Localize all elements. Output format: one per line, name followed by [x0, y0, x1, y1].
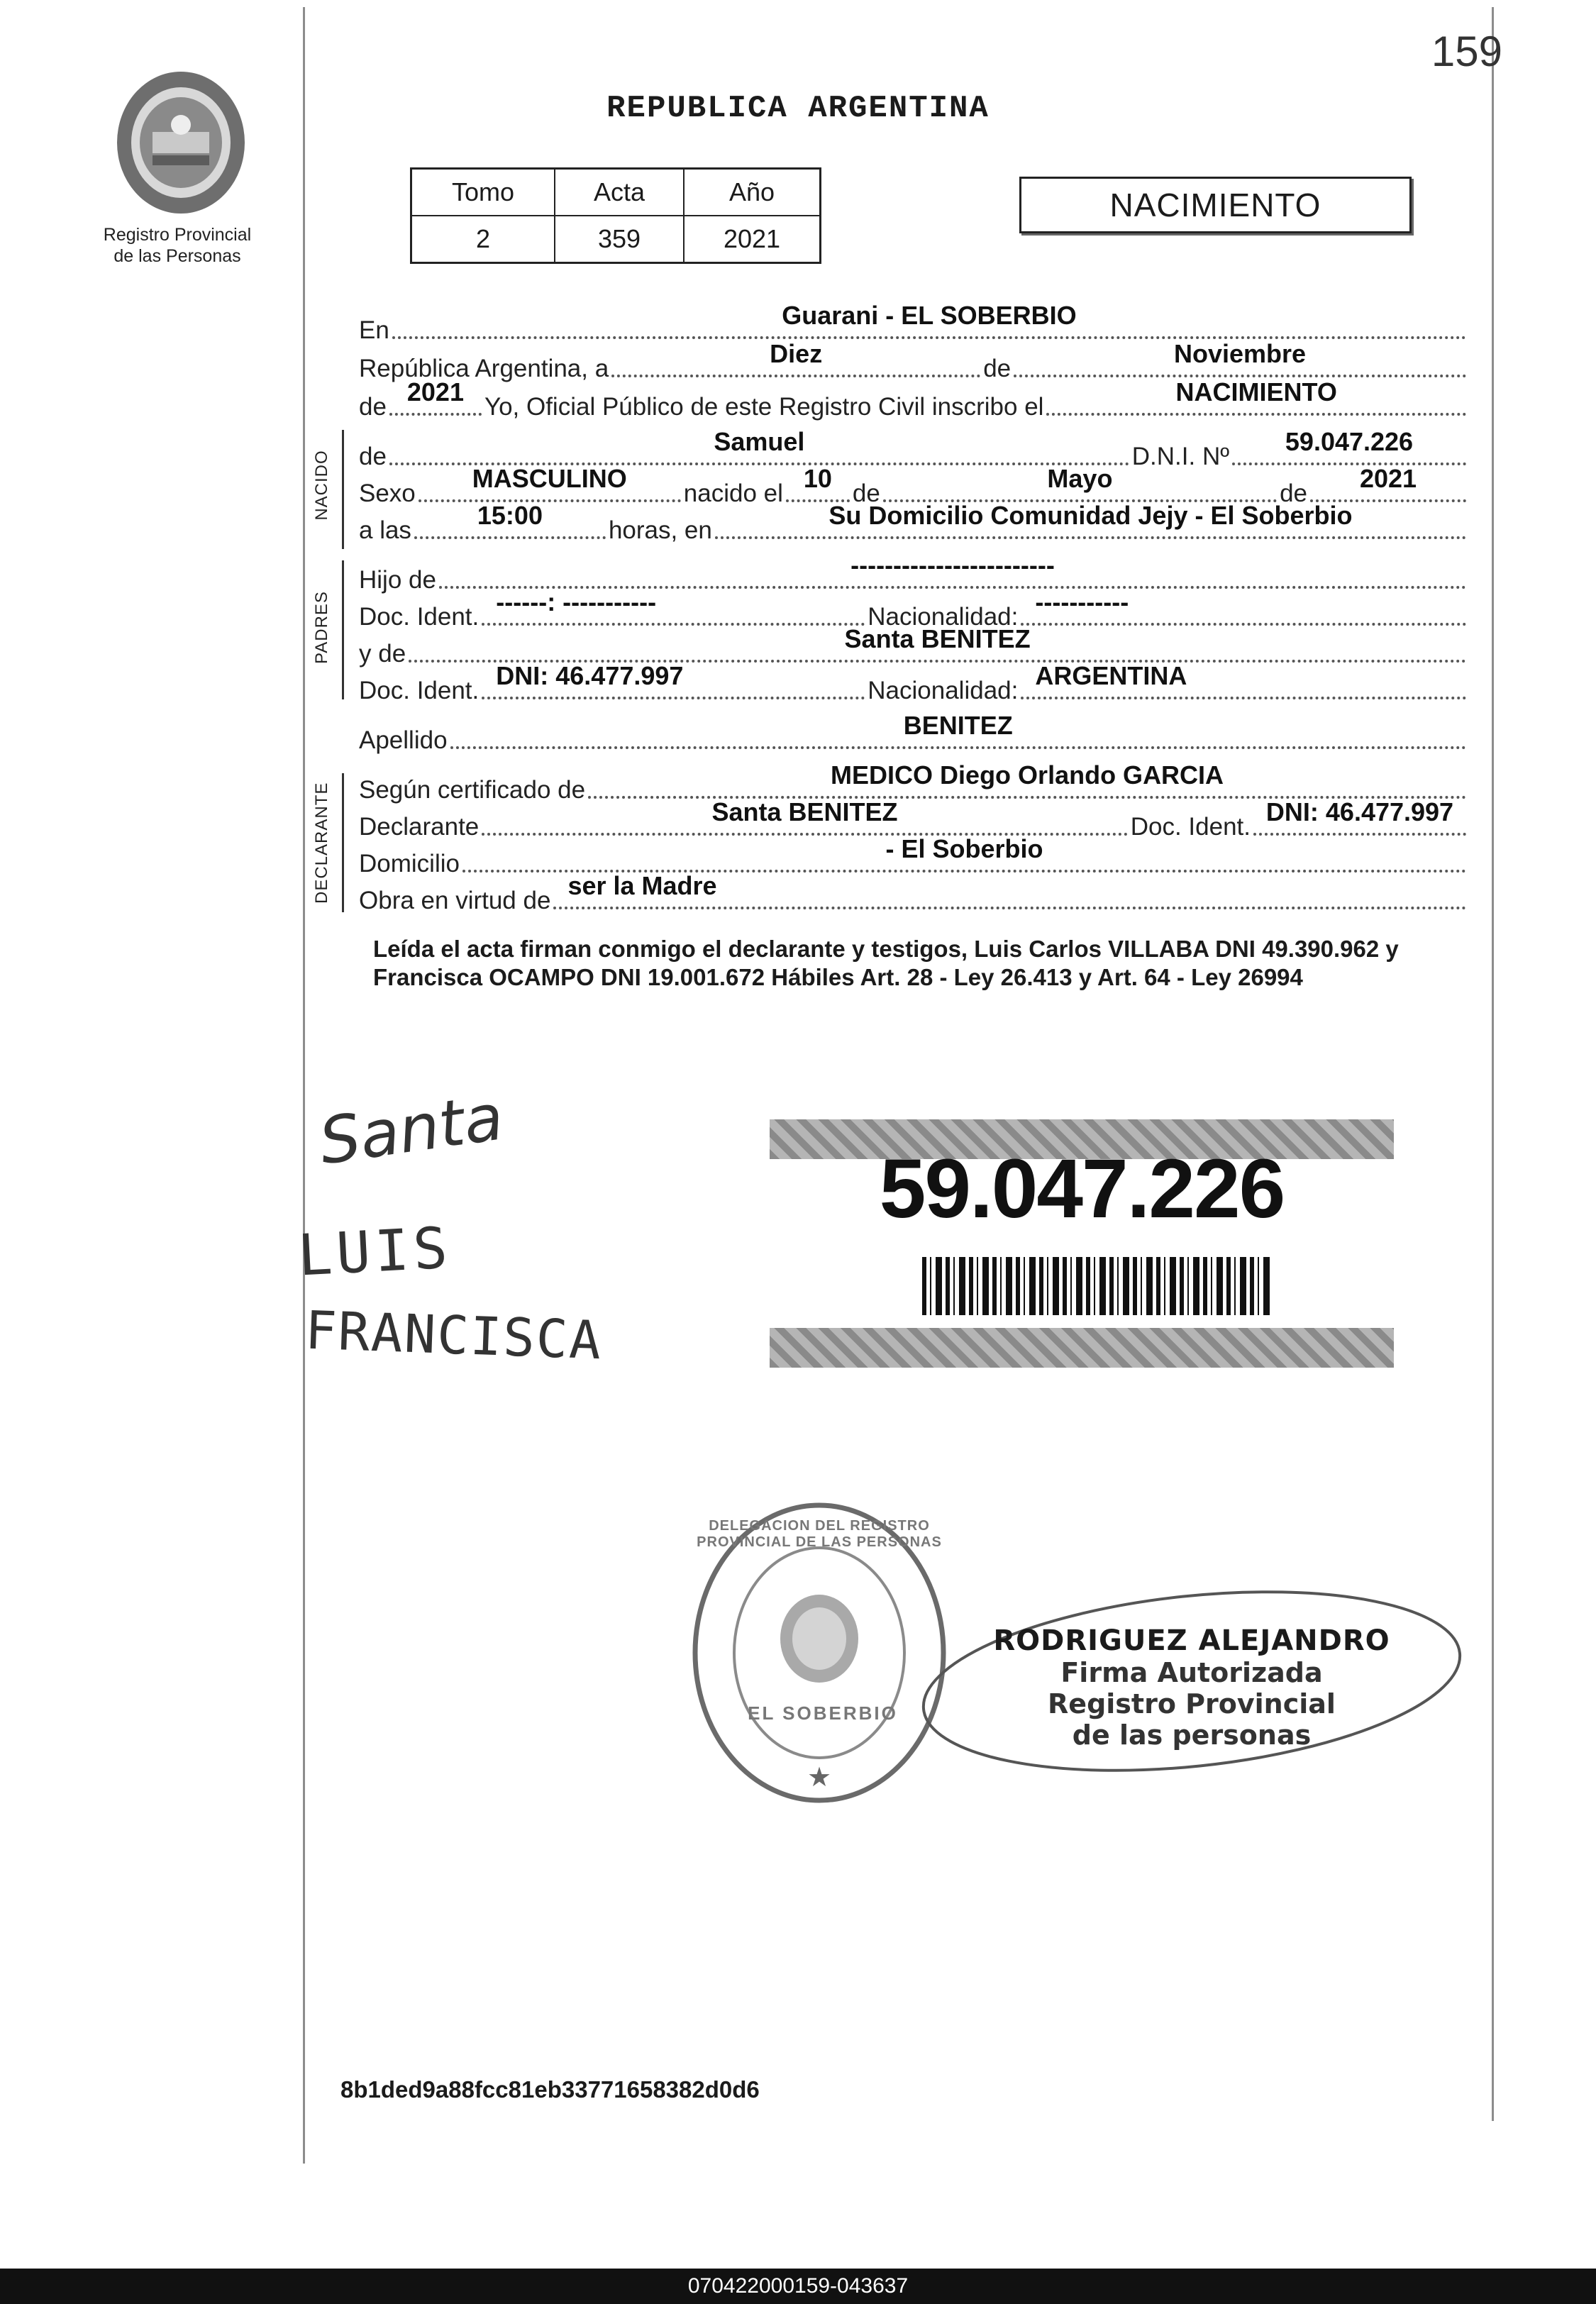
field-time: 15:00: [414, 529, 606, 539]
footer-id-bar: 070422000159-043637: [0, 2269, 1596, 2304]
label-de: de: [983, 355, 1012, 382]
field-father: ------------------------: [439, 579, 1466, 589]
record-header-ano: Año: [684, 169, 821, 216]
field-place: Guarani - EL SOBERBIO: [392, 329, 1466, 339]
label-nacionalidad: Nacionalidad:: [868, 603, 1019, 631]
record-header-tomo: Tomo: [411, 169, 555, 216]
label-nacionalidad2: Nacionalidad:: [868, 677, 1019, 704]
field-capacity: ser la Madre: [553, 899, 1466, 909]
authority-line3: de las personas: [1072, 1719, 1312, 1751]
side-label-padres: PADRES: [312, 591, 331, 664]
label-horas-en: horas, en: [608, 516, 712, 544]
document-title: REPUBLICA ARGENTINA: [606, 91, 990, 126]
field-year: 2021: [389, 406, 482, 416]
record-type-box: NACIMIENTO: [1019, 177, 1412, 233]
field-declarant-doc: DNI: 46.477.997: [1253, 826, 1466, 836]
row-year: [359, 377, 1469, 421]
label-domicilio: Domicilio: [359, 850, 460, 877]
seal-ring-text: DELEGACION DEL REGISTRO PROVINCIAL DE LAS PERSONAS: [697, 1518, 942, 1550]
right-margin-line: [1492, 7, 1494, 2121]
authority-line2: Registro Provincial: [1048, 1688, 1336, 1719]
field-surname: BENITEZ: [450, 739, 1466, 749]
label-nacido-el: nacido el: [683, 480, 783, 507]
field-name: Samuel: [389, 455, 1129, 465]
bracket-padres: [342, 560, 351, 699]
label-republica: República Argentina, a: [359, 355, 609, 382]
label-hijo-de: Hijo de: [359, 566, 436, 594]
record-value-ano: 2021: [684, 216, 821, 263]
field-father-nat: -----------: [1021, 616, 1466, 626]
label-doc-ident2: Doc. Ident.: [359, 677, 480, 704]
record-table: [410, 167, 821, 264]
bracket-nacido: [342, 430, 351, 549]
svg-text:★: ★: [807, 1763, 832, 1793]
row-mother-doc: [359, 661, 1469, 705]
label-declarante: Declarante: [359, 813, 480, 841]
legal-notice: Leída el acta firman conmigo el declarante y testigos, Luis Carlos VILLABA DNI 49.390.962 y Francisca OCAMPO DNI 19.001.672 Hábiles Art. 28 - Ley 26.413 y Art. 64 - Ley 26994: [373, 936, 1399, 990]
field-birth-month: Mayo: [883, 492, 1277, 502]
logo-caption-line1: Registro Provincial: [103, 225, 252, 245]
authority-block: [993, 1624, 1390, 1751]
label-sexo: Sexo: [359, 480, 416, 507]
signature-witness-francisca: FRANCISCA: [304, 1300, 604, 1372]
field-address: - El Soberbio: [462, 863, 1466, 873]
field-mother-nat: ARGENTINA: [1021, 689, 1466, 699]
label-doc-ident: Doc. Ident.: [359, 603, 480, 631]
page-number: 159: [1431, 28, 1502, 75]
row-time: [359, 501, 1469, 545]
field-birth-day: 10: [786, 492, 850, 502]
row-surname: [359, 711, 1469, 755]
logo-caption: [71, 224, 284, 267]
label-yo: Yo, Oficial Público de este Registro Civil inscribo el: [484, 393, 1044, 421]
left-margin-line: [303, 7, 305, 2164]
label-de-name: de: [359, 443, 387, 470]
field-dni: 59.047.226: [1232, 455, 1466, 465]
field-birth-place: Su Domicilio Comunidad Jejy - El Soberbio: [715, 529, 1466, 539]
authority-name: RODRIGUEZ ALEJANDRO: [993, 1624, 1390, 1657]
sticker-band-bottom: [770, 1328, 1394, 1368]
label-y-de: y de: [359, 640, 406, 668]
field-birth-year: 2021: [1310, 492, 1466, 502]
field-mother-doc: DNI: 46.477.997: [482, 689, 865, 699]
side-label-declarante: DECLARANTE: [312, 782, 331, 904]
field-certificate: MEDICO Diego Orlando GARCIA: [588, 789, 1466, 799]
field-declarant: Santa BENITEZ: [482, 826, 1127, 836]
field-act: NACIMIENTO: [1046, 406, 1466, 416]
record-value-tomo: 2: [411, 216, 555, 263]
dni-sticker-number: 59.047.226: [879, 1142, 1285, 1236]
label-doc-ident3: Doc. Ident.: [1130, 813, 1251, 841]
signature-witness-luis: LUIS: [296, 1214, 453, 1289]
label-segun: Según certificado de: [359, 776, 586, 804]
authority-line1: Firma Autorizada: [1060, 1657, 1323, 1688]
label-a-las: a las: [359, 516, 411, 544]
label-de-y: de: [1280, 480, 1307, 507]
record-value-acta: 359: [555, 216, 684, 263]
field-day: Diez: [611, 367, 980, 377]
logo-caption-line2: de las Personas: [113, 246, 241, 266]
label-en: En: [359, 316, 389, 344]
field-sex: MASCULINO: [419, 492, 681, 502]
label-apellido: Apellido: [359, 726, 448, 754]
label-dni-no: D.N.I. Nº: [1131, 443, 1229, 470]
label-de-year: de: [359, 393, 387, 421]
dni-barcode: [922, 1257, 1270, 1315]
document-hash: 8b1ded9a88fcc81eb33771658382d0d6: [340, 2076, 760, 2103]
field-mother: Santa BENITEZ: [409, 653, 1466, 663]
label-de-month: de: [852, 480, 880, 507]
field-father-doc: ------: -----------: [482, 616, 865, 626]
bracket-declarante: [342, 773, 351, 912]
row-capacity: [359, 871, 1469, 915]
seal-center-text: EL SOBERBIO: [748, 1702, 898, 1724]
record-header-acta: Acta: [555, 169, 684, 216]
label-obra: Obra en virtud de: [359, 887, 551, 914]
signature-declarant: Santa: [314, 1080, 508, 1180]
field-month: Noviembre: [1014, 367, 1466, 377]
side-label-nacido: NACIDO: [312, 450, 331, 521]
